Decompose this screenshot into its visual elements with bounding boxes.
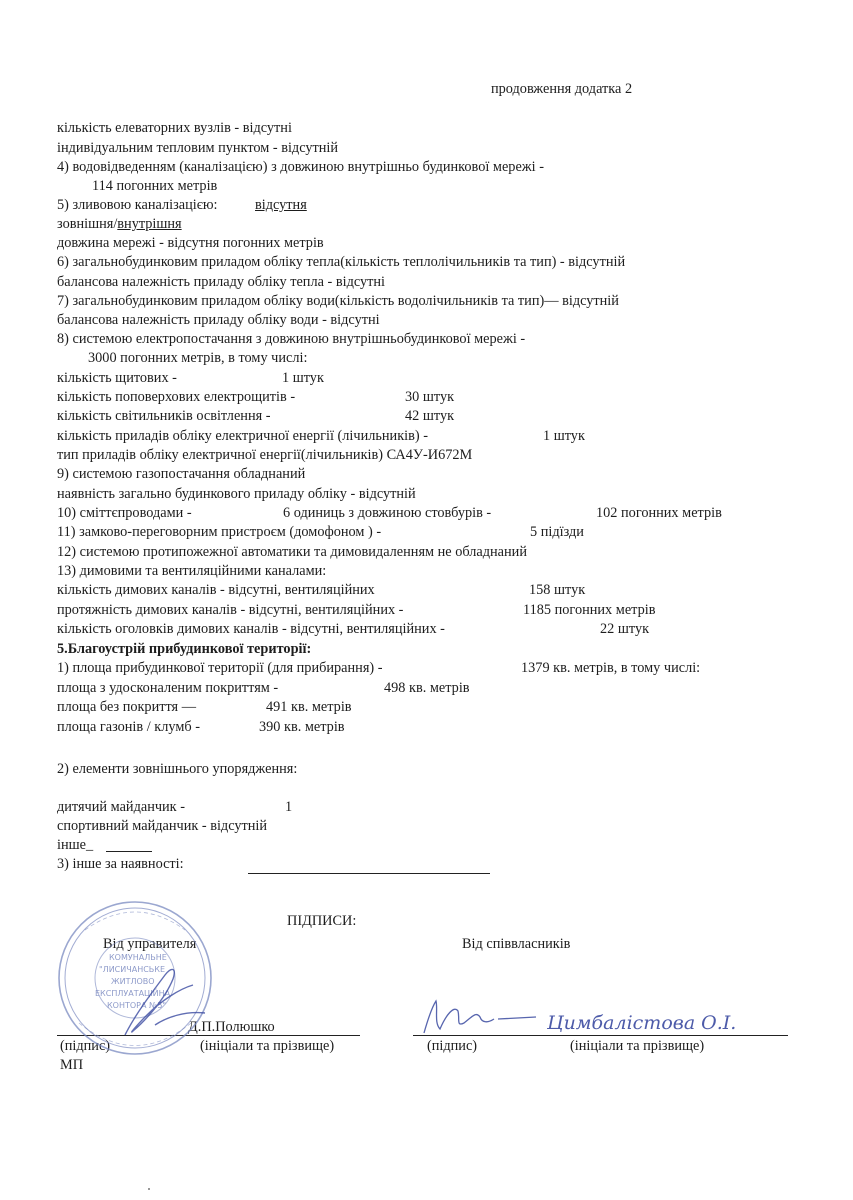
owner-signature-icon — [418, 995, 538, 1040]
value-text: 1 — [285, 799, 293, 815]
text-line: кількість елеваторних вузлів - відсутні — [57, 120, 292, 136]
text-line: кількість димових каналів - відсутні, вентиляційних — [57, 582, 375, 598]
value-text: 102 погонних метрів — [596, 505, 722, 521]
text-line: 114 погонних метрів — [92, 178, 218, 194]
handwritten-name-text: Цимбалістова О.І. — [547, 1012, 737, 1034]
text-line: тип приладів обліку електричної енергії(лічильників) СА4У-И672М — [57, 447, 473, 463]
text-line — [57, 215, 182, 233]
initials-caption-left: (ініціали та прізвище) — [200, 1038, 335, 1054]
appendix-continuation-header: продовження додатка 2 — [491, 81, 633, 97]
text-line: індивідуальним тепловим пунктом - відсутній — [57, 140, 339, 156]
value-text: 491 кв. метрів — [266, 699, 352, 715]
text-line: інше_ — [57, 837, 94, 853]
text-line: кількість приладів обліку електричної енергії (лічильників) - — [57, 428, 428, 444]
value-text: 1 штук — [543, 428, 585, 444]
value-text: 1379 кв. метрів, в тому числі: — [521, 660, 701, 676]
text-line: 6) загальнобудинковим приладом обліку тепла(кількість теплолічильників та тип) - відсутній — [57, 254, 626, 270]
svg-text:ЕКСПЛУАТАЦІЙНА: ЕКСПЛУАТАЦІЙНА — [95, 989, 171, 998]
text-line: дитячий майданчик - — [57, 799, 185, 815]
text-fragment: зовнішня/ — [57, 216, 118, 232]
blank-underline — [106, 851, 152, 852]
manager-name: Д.П.Полюшко — [188, 1019, 275, 1035]
text-line: кількість оголовків димових каналів - відсутні, вентиляційних - — [57, 621, 445, 637]
scan-speck — [148, 1188, 150, 1190]
text-line: 4) водовідведенням (каналізацією) з довжиною внутрішньо будинкової мережі - — [57, 159, 544, 175]
underlined-value: внутрішня — [117, 216, 182, 232]
text-line: кількість поповерхових електрощитів - — [57, 389, 296, 405]
value-text: 498 кв. метрів — [384, 680, 470, 696]
signature-caption-left: (підпис) — [60, 1038, 111, 1054]
from-manager-label: Від управителя — [103, 936, 197, 952]
value-text: 5 підїзди — [530, 524, 584, 540]
text-line: наявність загально будинкового приладу обліку - відсутній — [57, 486, 416, 502]
text-line: балансова належність приладу обліку води - відсутні — [57, 312, 380, 328]
text-line: спортивний майданчик - відсутній — [57, 818, 268, 834]
value-text: 1185 погонних метрів — [523, 602, 656, 618]
value-text: 30 штук — [405, 389, 455, 405]
text-line: 8) системою електропостачання з довжиною внутрішньобудинкової мережі - — [57, 331, 526, 347]
manager-signature-icon — [105, 955, 215, 1040]
svg-text:КОМУНАЛЬНЕ: КОМУНАЛЬНЕ — [109, 953, 167, 962]
initials-caption-right: (ініціали та прізвище) — [570, 1038, 705, 1054]
stamp-place-label: МП — [60, 1057, 84, 1073]
text-line: 5) зливовою каналізацією: — [57, 197, 218, 213]
value-text: 22 штук — [600, 621, 650, 637]
text-line: площа газонів / клумб - — [57, 719, 200, 735]
svg-text:"ЛИСИЧАНСЬКЕ: "ЛИСИЧАНСЬКЕ — [99, 965, 166, 974]
section-heading: 5.Благоустрій прибудинкової території: — [57, 641, 312, 657]
text-line: 11) замково-переговорним пристроєм (домофоном ) - — [57, 524, 382, 540]
underlined-value: відсутня — [255, 197, 307, 213]
text-line: 10) сміттєпроводами - — [57, 505, 192, 521]
value-text: 158 штук — [529, 582, 586, 598]
text-line: 7) загальнобудинковим приладом обліку води(кількість водолічильників та тип)— відсутній — [57, 293, 619, 309]
text-line: площа без покриття — — [57, 699, 196, 715]
text-line: кількість світильників освітлення - — [57, 408, 271, 424]
from-owners-label: Від співвласників — [462, 936, 571, 952]
text-line: балансова належність приладу обліку тепла - відсутні — [57, 274, 386, 290]
text-line: довжина мережі - відсутня погонних метрів — [57, 235, 324, 251]
text-line: 3000 погонних метрів, в тому числі: — [88, 350, 308, 366]
handwritten-name-icon — [545, 1005, 795, 1037]
text-line: кількість щитових - — [57, 370, 177, 386]
svg-text:КОНТОРА №5": КОНТОРА №5" — [107, 1001, 167, 1010]
text-line: 12) системою протипожежної автоматики та димовидаленням не обладнаний — [57, 544, 527, 560]
signatures-title: ПІДПИСИ: — [287, 913, 357, 929]
value-text: 1 штук — [282, 370, 324, 386]
value-text: 42 штук — [405, 408, 455, 424]
value-text: 6 одиниць з довжиною стовбурів - — [283, 505, 492, 521]
text-line: 13) димовими та вентиляційними каналами: — [57, 563, 327, 579]
text-line: протяжність димових каналів - відсутні, вентиляційних - — [57, 602, 404, 618]
blank-underline — [248, 873, 490, 874]
svg-text:ЖИТЛОВО: ЖИТЛОВО — [111, 977, 155, 986]
value-text: 390 кв. метрів — [259, 719, 345, 735]
text-line: 2) елементи зовнішнього упорядження: — [57, 761, 298, 777]
signature-caption-right: (підпис) — [427, 1038, 478, 1054]
text-line: 9) системою газопостачання обладнаний — [57, 466, 306, 482]
text-line: 3) інше за наявності: — [57, 856, 184, 872]
text-line: площа з удосконаленим покриттям - — [57, 680, 279, 696]
text-line: 1) площа прибудинкової території (для прибирання) - — [57, 660, 383, 676]
